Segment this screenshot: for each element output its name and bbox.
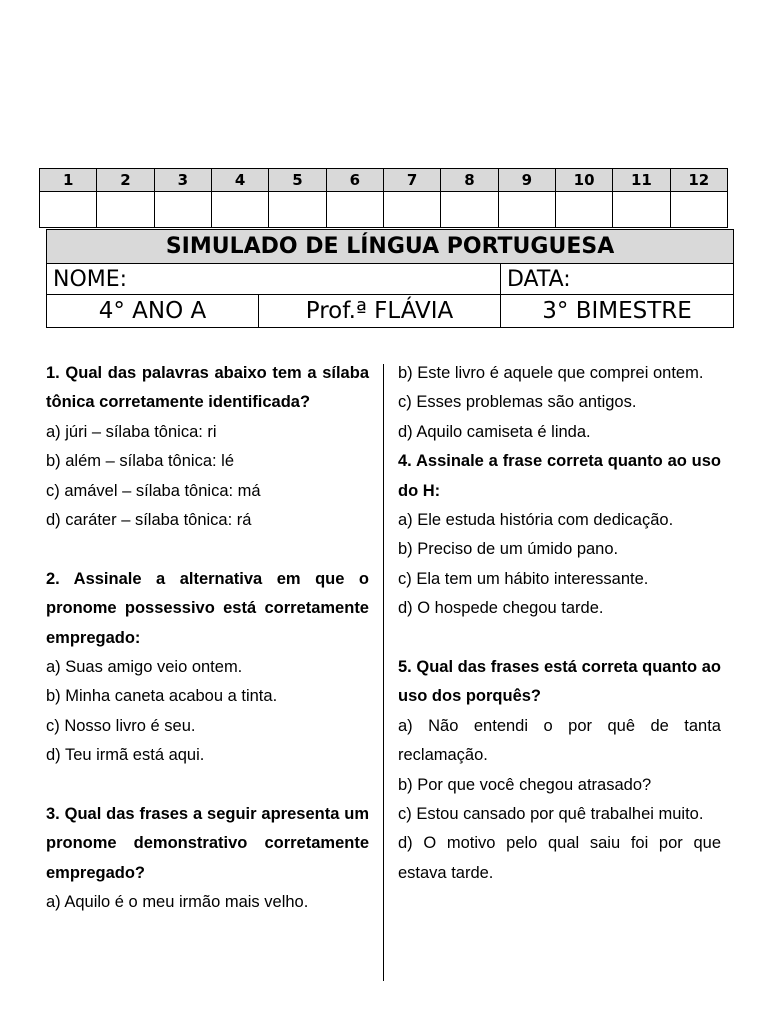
option[interactable]: a) júri – sílaba tônica: ri bbox=[46, 422, 217, 441]
option[interactable]: c) Ela tem um hábito interessante. bbox=[398, 569, 649, 588]
question-4-text: 4. Assinale a frase correta quanto ao uso do H: bbox=[398, 452, 721, 500]
answer-cell[interactable] bbox=[613, 192, 670, 228]
score-grid-number: 4 bbox=[211, 169, 268, 192]
option[interactable]: d) Aquilo camiseta é linda. bbox=[398, 422, 591, 441]
option[interactable]: a) Ele estuda história com dedicação. bbox=[398, 511, 674, 530]
answer-cell[interactable] bbox=[441, 192, 498, 228]
answer-cell[interactable] bbox=[498, 192, 555, 228]
question-1 bbox=[46, 359, 369, 535]
question-3 bbox=[46, 800, 369, 918]
score-grid-number: 12 bbox=[670, 169, 727, 192]
exam-title: SIMULADO DE LÍNGUA PORTUGUESA bbox=[47, 230, 734, 264]
score-grid-number: 6 bbox=[326, 169, 383, 192]
option[interactable]: d) O motivo pelo qual saiu foi por que estava tarde. bbox=[398, 834, 721, 882]
question-5 bbox=[398, 653, 721, 888]
option[interactable]: b) além – sílaba tônica: lé bbox=[46, 452, 235, 471]
score-grid-number: 2 bbox=[97, 169, 154, 192]
option[interactable]: b) Este livro é aquele que comprei ontem. bbox=[398, 364, 704, 382]
date-field[interactable]: DATA: bbox=[501, 264, 734, 295]
option[interactable]: d) O hospede chegou tarde. bbox=[398, 599, 604, 618]
question-3-text: 3. Qual das frases a seguir apresenta um pronome demonstrativo corretamente empregado? bbox=[46, 805, 369, 882]
option[interactable]: d) Teu irmã está aqui. bbox=[46, 746, 205, 765]
option[interactable]: a) Suas amigo veio ontem. bbox=[46, 658, 243, 677]
right-column bbox=[398, 359, 721, 888]
option[interactable]: b) Preciso de um úmido pano. bbox=[398, 540, 619, 559]
option[interactable]: c) Esses problemas são antigos. bbox=[398, 393, 637, 412]
question-5-text: 5. Qual das frases está correta quanto ao uso dos porquês? bbox=[398, 658, 721, 706]
option[interactable]: c) Estou cansado por quê trabalhei muito. bbox=[398, 805, 704, 824]
left-column bbox=[46, 359, 369, 918]
question-1-text: 1. Qual das palavras abaixo tem a sílaba tônica corretamente identificada? bbox=[46, 364, 369, 412]
column-divider bbox=[383, 364, 384, 981]
answer-cell[interactable] bbox=[383, 192, 440, 228]
answer-cell[interactable] bbox=[555, 192, 612, 228]
exam-header bbox=[46, 229, 734, 328]
answer-cell[interactable] bbox=[211, 192, 268, 228]
score-grid-numbers-row bbox=[40, 169, 728, 192]
option[interactable]: c) Nosso livro é seu. bbox=[46, 716, 196, 735]
option[interactable]: b) Minha caneta acabou a tinta. bbox=[46, 687, 278, 706]
question-3-continued bbox=[398, 359, 721, 447]
term-cell: 3° BIMESTRE bbox=[501, 295, 734, 328]
question-2-text: 2. Assinale a alternativa em que o pronome possessivo está corretamente empregado: bbox=[46, 569, 369, 647]
score-grid-answer-row bbox=[40, 192, 728, 228]
score-grid-number: 10 bbox=[555, 169, 612, 192]
answer-cell[interactable] bbox=[40, 192, 97, 228]
option[interactable]: d) caráter – sílaba tônica: rá bbox=[46, 511, 252, 530]
score-grid-number: 11 bbox=[613, 169, 670, 192]
question-2 bbox=[46, 565, 369, 771]
grade-cell: 4° ANO A bbox=[47, 295, 259, 328]
score-grid-number: 3 bbox=[154, 169, 211, 192]
teacher-cell: Prof.ª FLÁVIA bbox=[259, 295, 501, 328]
answer-cell[interactable] bbox=[97, 192, 154, 228]
answer-cell[interactable] bbox=[326, 192, 383, 228]
question-4 bbox=[398, 447, 721, 623]
option[interactable]: b) Por que você chegou atrasado? bbox=[398, 775, 652, 794]
answer-cell[interactable] bbox=[269, 192, 326, 228]
answer-cell[interactable] bbox=[154, 192, 211, 228]
option[interactable]: a) Não entendi o por quê de tanta reclamação. bbox=[398, 716, 721, 765]
score-grid-number: 1 bbox=[40, 169, 97, 192]
score-grid-number: 5 bbox=[269, 169, 326, 192]
score-grid-number: 9 bbox=[498, 169, 555, 192]
score-grid-number: 8 bbox=[441, 169, 498, 192]
score-grid bbox=[39, 168, 728, 228]
answer-cell[interactable] bbox=[670, 192, 727, 228]
score-grid-number: 7 bbox=[383, 169, 440, 192]
option[interactable]: c) amável – sílaba tônica: má bbox=[46, 481, 261, 500]
name-field[interactable]: NOME: bbox=[47, 264, 501, 295]
option[interactable]: a) Aquilo é o meu irmão mais velho. bbox=[46, 893, 309, 912]
